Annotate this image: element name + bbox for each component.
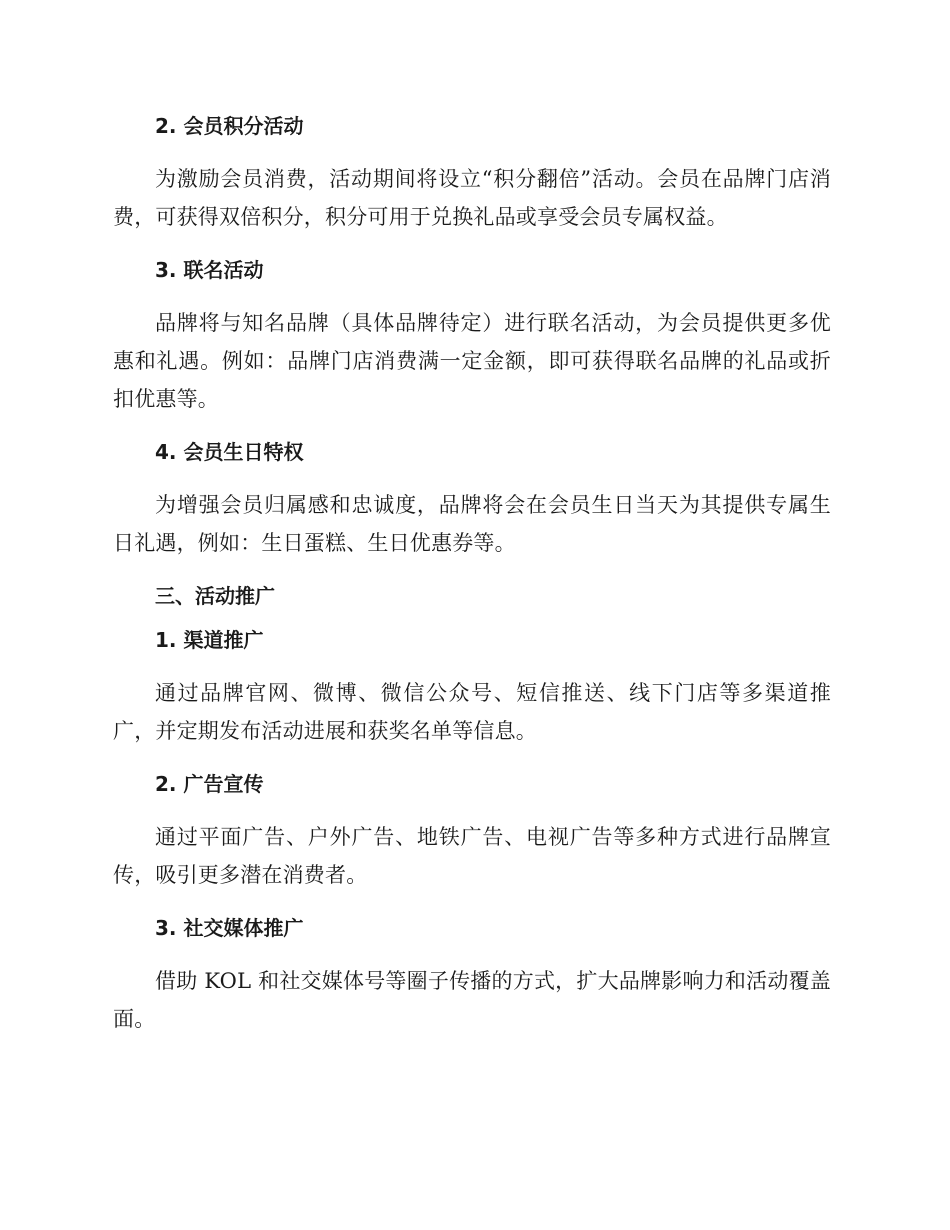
heading-birthday-privilege: 4. 会员生日特权 [155,440,304,464]
heading-social-media: 3. 社交媒体推广 [155,916,304,940]
paragraph-advertising: 通过平面广告、户外广告、地铁广告、电视广告等多种方式进行品牌宣传，吸引更多潜在消费者。 [113,825,831,887]
heading-co-branding: 3. 联名活动 [155,258,264,282]
heading-channel-promotion: 1. 渠道推广 [155,628,264,652]
paragraph-birthday-privilege: 为增强会员归属感和忠诚度，品牌将会在会员生日当天为其提供专属生日礼遇，例如：生日蛋糕、生日优惠券等。 [113,493,831,555]
document-page [113,104,831,1050]
paragraph-member-points: 为激励会员消费，活动期间将设立“积分翻倍”活动。会员在品牌门店消费，可获得双倍积分，积分可用于兑换礼品或享受会员专属权益。 [113,167,831,229]
heading-advertising: 2. 广告宣传 [155,772,264,796]
heading-member-points: 2. 会员积分活动 [155,114,304,138]
paragraph-channel-promotion: 通过品牌官网、微博、微信公众号、短信推送、线下门店等多渠道推广，并定期发布活动进展和获奖名单等信息。 [113,681,831,743]
paragraph-social-media: 借助 KOL 和社交媒体号等圈子传播的方式，扩大品牌影响力和活动覆盖面。 [113,969,831,1031]
heading-promotion-section: 三、活动推广 [155,584,275,608]
paragraph-co-branding: 品牌将与知名品牌（具体品牌待定）进行联名活动，为会员提供更多优惠和礼遇。例如：品牌门店消费满一定金额，即可获得联名品牌的礼品或折扣优惠等。 [113,311,831,411]
